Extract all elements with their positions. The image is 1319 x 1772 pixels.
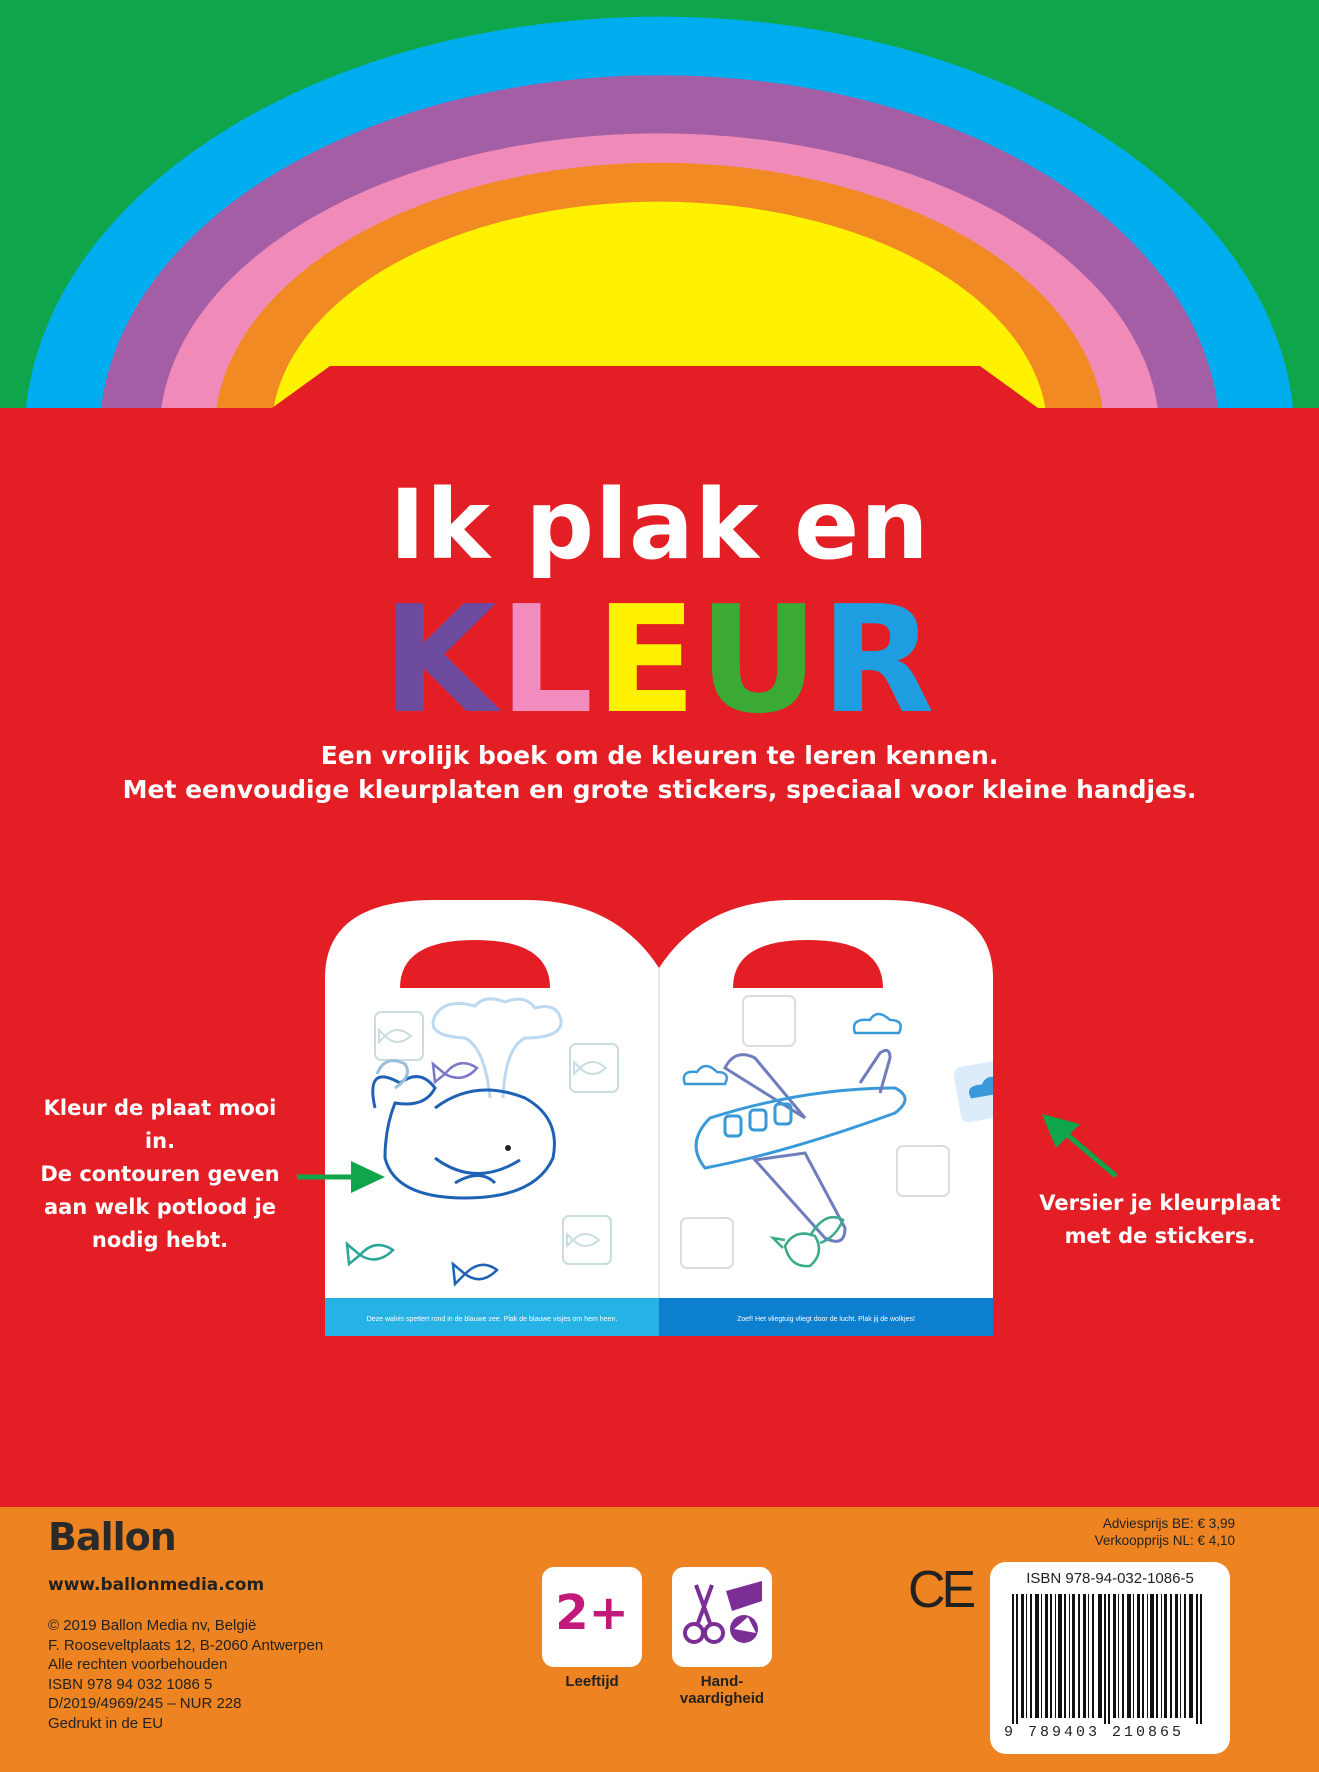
subtitle-line1: Een vrolijk boek om de kleuren te leren kennen. xyxy=(320,741,999,770)
legal-info xyxy=(48,1616,323,1733)
legal-line: D/2019/4969/245 – NUR 228 xyxy=(48,1695,242,1712)
subtitle-line2: Met eenvoudige kleurplaten en grote stickers, speciaal voor kleine handjes. xyxy=(122,775,1197,804)
title-letter-l: L xyxy=(499,574,596,746)
title-line1: Ik plak en xyxy=(389,469,930,581)
title-letter-u: U xyxy=(698,574,821,746)
legal-line: Alle rechten voorbehouden xyxy=(48,1656,228,1673)
rainbow-illustration xyxy=(0,0,1319,420)
left-page-caption: Deze walvis spettert rond in de blauwe zee. Plak de blauwe visjes om hem heen. xyxy=(366,1316,618,1323)
ballon-logo: Ballon xyxy=(48,1515,176,1559)
title-letter-r: R xyxy=(820,574,937,746)
red-panel-shape xyxy=(0,360,1319,420)
left-callout-line3: aan welk potlood je xyxy=(43,1195,277,1219)
age-value: 2+ xyxy=(555,1585,629,1641)
isbn-text: ISBN 978-94-032-1086-5 xyxy=(1026,1570,1194,1587)
left-callout-line2: De contouren geven xyxy=(40,1162,280,1186)
barcode-label xyxy=(990,1562,1230,1754)
right-callout-line2: met de stickers. xyxy=(1064,1224,1256,1248)
right-callout xyxy=(1030,1187,1290,1253)
right-arrow-icon xyxy=(1040,1110,1120,1180)
legal-line: Gedrukt in de EU xyxy=(48,1714,164,1732)
price-info xyxy=(1015,1515,1235,1549)
barcode-icon xyxy=(1012,1594,1208,1724)
left-callout-line4: nodig hebt. xyxy=(91,1228,229,1252)
title-letter-k: K xyxy=(382,574,500,746)
barcode-digits: 9 789403 210865 xyxy=(1004,1724,1185,1741)
title-letter-e: E xyxy=(595,574,699,746)
age-label: Leeftijd xyxy=(565,1673,619,1690)
ce-mark: CE xyxy=(908,1561,973,1619)
skill-badge xyxy=(672,1567,772,1667)
price-be: Adviesprijs BE: € 3,99 xyxy=(1102,1516,1235,1531)
right-callout-line1: Versier je kleurplaat xyxy=(1039,1191,1281,1215)
age-badge xyxy=(542,1567,642,1667)
title-kleur xyxy=(0,574,1319,746)
skill-label xyxy=(660,1673,784,1707)
left-callout xyxy=(30,1092,290,1257)
book-preview xyxy=(325,898,993,1340)
left-callout-line1: Kleur de plaat mooi in. xyxy=(43,1096,277,1153)
right-page-caption: Zoef! Het vliegtuig vliegt door de lucht. Plak jij de wolkjes! xyxy=(737,1316,915,1323)
skill-label-line1: Hand- xyxy=(700,1673,744,1690)
website-link[interactable]: www.ballonmedia.com xyxy=(48,1575,265,1595)
legal-line: F. Rooseveltplaats 12, B-2060 Antwerpen xyxy=(48,1636,324,1654)
price-nl: Verkoopprijs NL: € 4,10 xyxy=(1094,1533,1235,1548)
scissors-and-sticker-icon xyxy=(676,1577,768,1657)
legal-line: © 2019 Ballon Media nv, België xyxy=(48,1617,257,1634)
legal-line: ISBN 978 94 032 1086 5 xyxy=(48,1675,213,1693)
skill-label-line2: vaardigheid xyxy=(679,1690,765,1707)
left-arrow-icon xyxy=(295,1157,387,1197)
